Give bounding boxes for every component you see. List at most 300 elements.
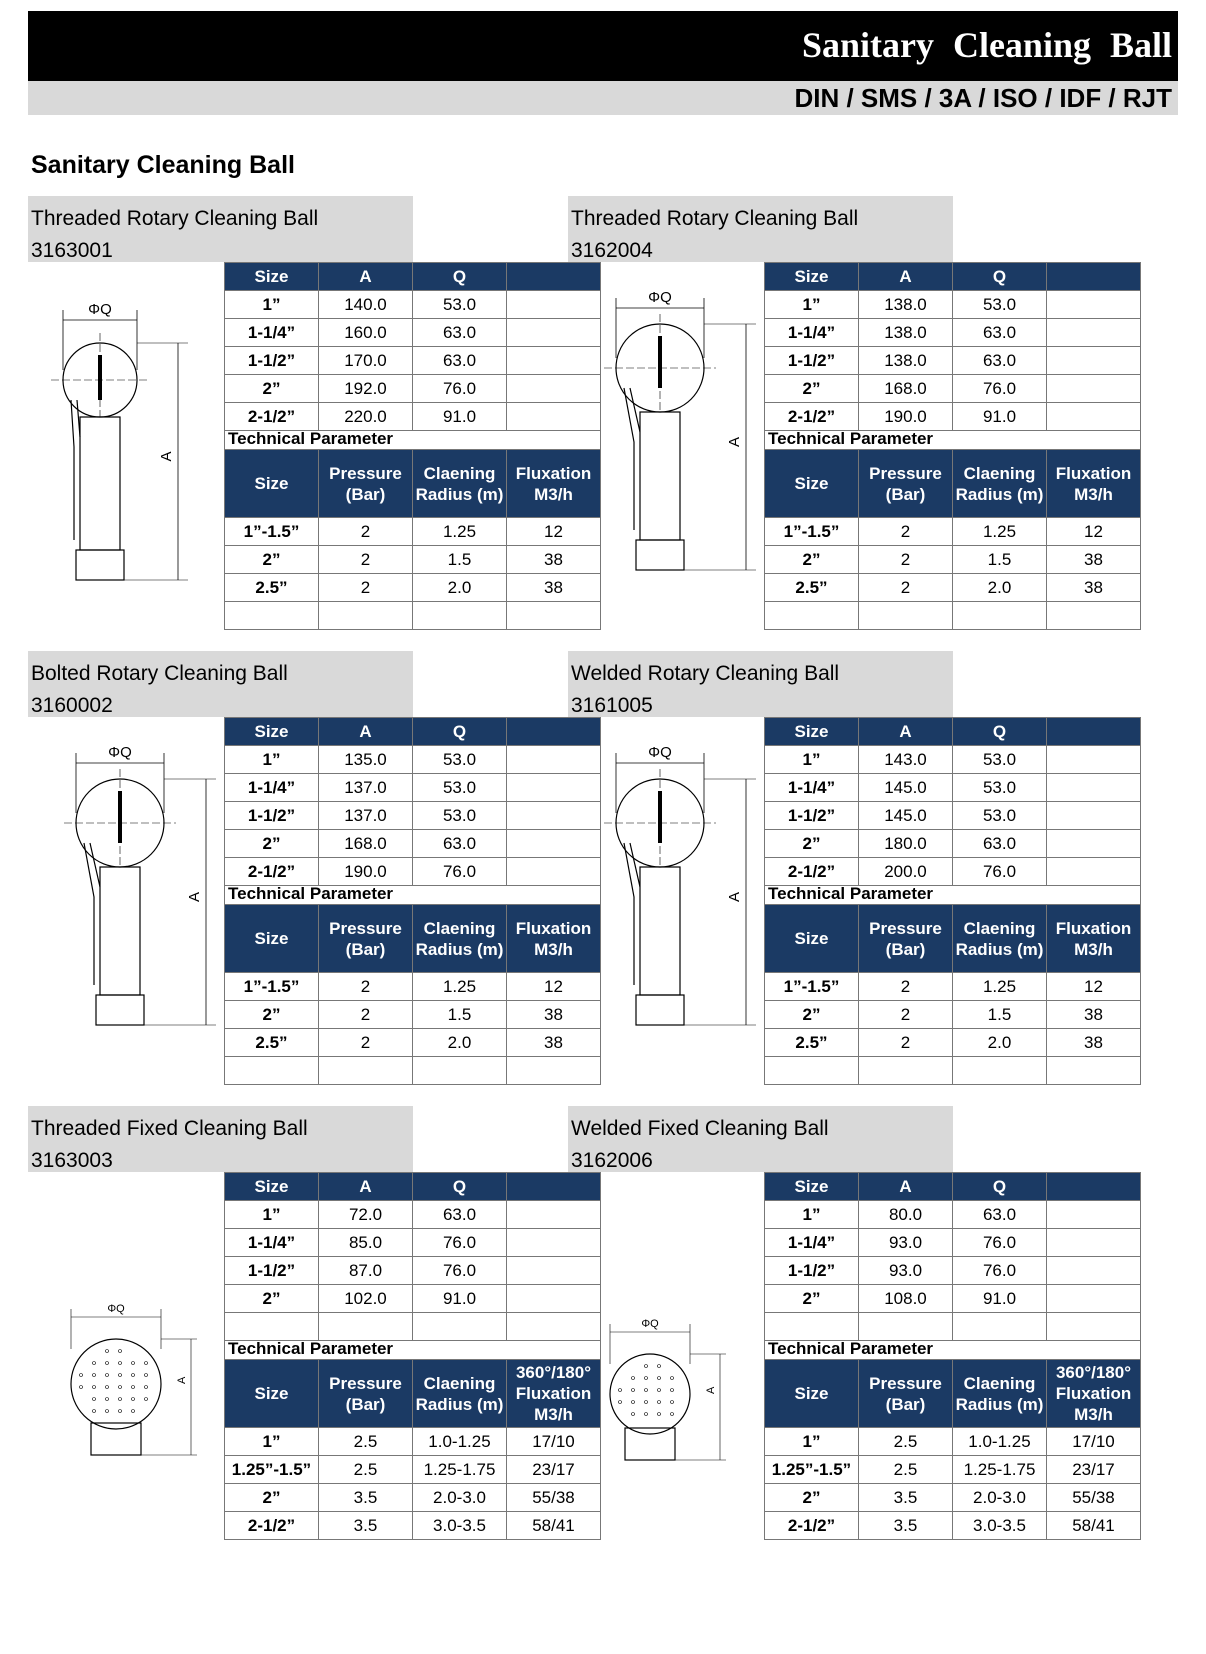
table-row (225, 1313, 601, 1341)
a-cell: 135.0 (319, 746, 413, 774)
q-cell: 53.0 (953, 774, 1047, 802)
fluxation-cell: 12 (507, 973, 601, 1001)
size-cell: 1-1/2” (225, 802, 319, 830)
product-figure (28, 1172, 224, 1551)
q-cell: 53.0 (953, 746, 1047, 774)
technical-parameter-label: Technical Parameter (224, 429, 601, 449)
pressure-cell: 2.5 (859, 1428, 953, 1456)
a-cell: 72.0 (319, 1201, 413, 1229)
fluxation-cell: 38 (1047, 546, 1141, 574)
size-cell: 2” (225, 546, 319, 574)
col-size: Size (225, 450, 319, 518)
col-radius: Claening Radius (m) (413, 450, 507, 518)
table-row (225, 602, 601, 630)
col-pressure: Pressure (Bar) (859, 905, 953, 973)
col-radius: Claening Radius (m) (953, 450, 1047, 518)
q-cell: 63.0 (413, 347, 507, 375)
col-size: Size (225, 1173, 319, 1201)
parameter-table (764, 449, 1141, 630)
q-cell: 91.0 (413, 403, 507, 431)
q-cell: 53.0 (413, 746, 507, 774)
product-name: Threaded Rotary Cleaning Ball (31, 207, 319, 230)
size-cell: 1”-1.5” (225, 973, 319, 1001)
radius-cell: 2.0 (953, 1029, 1047, 1057)
q-cell: 53.0 (413, 774, 507, 802)
a-cell: 143.0 (859, 746, 953, 774)
q-cell: 53.0 (953, 291, 1047, 319)
a-cell: 138.0 (859, 291, 953, 319)
table-row (225, 291, 601, 319)
dim-a-label: A (726, 891, 743, 902)
size-cell: 1” (765, 1428, 859, 1456)
q-cell: 76.0 (953, 858, 1047, 886)
q-cell: 63.0 (413, 319, 507, 347)
col-pressure: Pressure (Bar) (319, 450, 413, 518)
product-code: 3163003 (31, 1149, 113, 1172)
q-cell: 76.0 (953, 1229, 1047, 1257)
radius-cell: 3.0-3.5 (413, 1512, 507, 1540)
col-q: Q (413, 1173, 507, 1201)
technical-parameter-label: Technical Parameter (224, 884, 601, 904)
table-row (225, 1229, 601, 1257)
fluxation-cell: 58/41 (507, 1512, 601, 1540)
col-fluxation: Fluxation M3/h (1047, 905, 1141, 973)
size-cell: 2-1/2” (225, 858, 319, 886)
radius-cell: 1.0-1.25 (413, 1428, 507, 1456)
col-a: A (319, 263, 413, 291)
size-cell: 2” (225, 375, 319, 403)
radius-cell: 1.5 (953, 1001, 1047, 1029)
product-section (28, 1106, 604, 1551)
fluxation-cell: 12 (507, 518, 601, 546)
dimension-table (224, 717, 601, 886)
q-cell: 91.0 (953, 1285, 1047, 1313)
product-section (568, 1106, 1144, 1551)
product-name: Threaded Fixed Cleaning Ball (31, 1117, 308, 1140)
product-figure (568, 262, 764, 641)
dim-a-label: A (186, 891, 203, 902)
pressure-cell: 2.5 (319, 1428, 413, 1456)
radius-cell: 1.25 (413, 518, 507, 546)
q-cell: 63.0 (953, 830, 1047, 858)
size-cell: 1”-1.5” (225, 518, 319, 546)
col-q: Q (953, 263, 1047, 291)
product-name: Bolted Rotary Cleaning Ball (31, 662, 288, 685)
size-cell: 2” (765, 1285, 859, 1313)
table-row (765, 546, 1141, 574)
table-row (225, 319, 601, 347)
fluxation-cell: 38 (1047, 574, 1141, 602)
q-cell: 63.0 (953, 319, 1047, 347)
table-row (765, 1285, 1141, 1313)
page-title: Sanitary Cleaning Ball (31, 151, 295, 179)
product-name: Welded Rotary Cleaning Ball (571, 662, 840, 685)
radius-cell: 2.0 (413, 1029, 507, 1057)
product-drawing (28, 1172, 224, 1551)
col-size: Size (765, 1360, 859, 1428)
radius-cell: 1.5 (953, 546, 1047, 574)
size-cell: 2.5” (225, 1029, 319, 1057)
q-cell: 76.0 (413, 1257, 507, 1285)
size-cell: 1” (225, 1201, 319, 1229)
fluxation-cell: 38 (507, 1029, 601, 1057)
parameter-table (224, 1359, 601, 1540)
a-cell: 87.0 (319, 1257, 413, 1285)
table-row (765, 1229, 1141, 1257)
pressure-cell: 2 (319, 546, 413, 574)
product-drawing (568, 717, 764, 1096)
table-row (225, 1057, 601, 1085)
fluxation-cell: 55/38 (507, 1484, 601, 1512)
phi-q-label: ΦQ (88, 301, 112, 318)
size-cell: 1-1/4” (765, 319, 859, 347)
a-cell: 80.0 (859, 1201, 953, 1229)
a-cell: 170.0 (319, 347, 413, 375)
size-cell: 2” (765, 1001, 859, 1029)
table-row (765, 602, 1141, 630)
table-row (765, 518, 1141, 546)
col-radius: Claening Radius (m) (413, 1360, 507, 1428)
a-cell: 168.0 (319, 830, 413, 858)
table-row (225, 1512, 601, 1540)
table-row (765, 1201, 1141, 1229)
table-row (225, 347, 601, 375)
phi-q-label: ΦQ (641, 1318, 659, 1330)
size-cell: 2” (765, 830, 859, 858)
col-fluxation: 360°/180° Fluxation M3/h (1047, 1360, 1141, 1428)
dimension-table (224, 1172, 601, 1341)
q-cell: 63.0 (953, 347, 1047, 375)
size-cell: 2.5” (225, 574, 319, 602)
a-cell: 190.0 (859, 403, 953, 431)
size-cell: 1-1/4” (225, 1229, 319, 1257)
table-row (765, 574, 1141, 602)
table-row (765, 291, 1141, 319)
radius-cell: 2.0-3.0 (953, 1484, 1047, 1512)
col-radius: Claening Radius (m) (413, 905, 507, 973)
pressure-cell: 3.5 (859, 1512, 953, 1540)
pressure-cell: 2 (859, 518, 953, 546)
size-cell: 1” (765, 746, 859, 774)
technical-parameter-label: Technical Parameter (764, 429, 1141, 449)
q-cell: 76.0 (413, 1229, 507, 1257)
fluxation-cell: 38 (507, 546, 601, 574)
radius-cell: 1.25-1.75 (953, 1456, 1047, 1484)
col-size: Size (765, 450, 859, 518)
product-header (28, 651, 413, 717)
size-cell: 2” (765, 1484, 859, 1512)
table-row (225, 518, 601, 546)
size-cell: 1-1/4” (765, 774, 859, 802)
fluxation-cell: 23/17 (1047, 1456, 1141, 1484)
header-bar (28, 11, 1178, 81)
pressure-cell: 2 (319, 1029, 413, 1057)
product-drawing (568, 262, 764, 641)
table-row (765, 1313, 1141, 1341)
table-row (225, 1201, 601, 1229)
product-header (28, 1106, 413, 1172)
parameter-table (224, 449, 601, 630)
product-header (568, 196, 953, 262)
col-fluxation: Fluxation M3/h (1047, 450, 1141, 518)
table-row (225, 1001, 601, 1029)
phi-q-label: ΦQ (648, 289, 672, 306)
table-row (765, 1456, 1141, 1484)
table-row (765, 802, 1141, 830)
radius-cell: 2.0 (413, 574, 507, 602)
size-cell: 1.25”-1.5” (225, 1456, 319, 1484)
product-figure (568, 1172, 764, 1551)
product-name: Threaded Rotary Cleaning Ball (571, 207, 859, 230)
q-cell: 63.0 (413, 830, 507, 858)
pressure-cell: 2 (859, 546, 953, 574)
product-code: 3161005 (571, 694, 653, 717)
table-row (225, 774, 601, 802)
table-row (765, 403, 1141, 431)
fluxation-cell: 38 (1047, 1029, 1141, 1057)
a-cell: 102.0 (319, 1285, 413, 1313)
dimension-table (224, 262, 601, 431)
pressure-cell: 2.5 (859, 1456, 953, 1484)
fluxation-cell: 17/10 (1047, 1428, 1141, 1456)
size-cell: 2.5” (765, 574, 859, 602)
a-cell: 138.0 (859, 347, 953, 375)
fluxation-cell: 55/38 (1047, 1484, 1141, 1512)
size-cell: 1-1/2” (765, 347, 859, 375)
dimension-table (764, 262, 1141, 431)
table-row (225, 830, 601, 858)
size-cell: 1” (765, 1201, 859, 1229)
col-size: Size (225, 1360, 319, 1428)
size-cell: 2.5” (765, 1029, 859, 1057)
radius-cell: 1.5 (413, 1001, 507, 1029)
table-row (225, 1285, 601, 1313)
col-fluxation: Fluxation M3/h (507, 450, 601, 518)
dimension-table (764, 717, 1141, 886)
col-q: Q (413, 263, 507, 291)
col-size: Size (765, 1173, 859, 1201)
a-cell: 200.0 (859, 858, 953, 886)
pressure-cell: 2 (319, 973, 413, 1001)
fluxation-cell: 38 (1047, 1001, 1141, 1029)
table-row (765, 830, 1141, 858)
size-cell: 2” (225, 830, 319, 858)
pressure-cell: 2 (859, 973, 953, 1001)
table-row (765, 375, 1141, 403)
a-cell: 137.0 (319, 774, 413, 802)
dim-a-label: A (176, 1376, 188, 1384)
table-row (225, 1428, 601, 1456)
table-row (225, 1484, 601, 1512)
product-code: 3160002 (31, 694, 113, 717)
fluxation-cell: 12 (1047, 518, 1141, 546)
product-figure (28, 262, 224, 641)
fluxation-cell: 12 (1047, 973, 1141, 1001)
size-cell: 1-1/2” (765, 1257, 859, 1285)
col-a: A (319, 718, 413, 746)
col-radius: Claening Radius (m) (953, 905, 1047, 973)
product-code: 3162004 (571, 239, 653, 262)
col-q: Q (413, 718, 507, 746)
dimension-table (764, 1172, 1141, 1341)
table-row (225, 546, 601, 574)
table-row (765, 1512, 1141, 1540)
parameter-table (764, 1359, 1141, 1540)
table-row (765, 973, 1141, 1001)
q-cell: 76.0 (413, 858, 507, 886)
size-cell: 2” (765, 546, 859, 574)
q-cell: 63.0 (953, 1201, 1047, 1229)
table-row (225, 1456, 601, 1484)
q-cell: 91.0 (413, 1285, 507, 1313)
radius-cell: 2.0 (953, 574, 1047, 602)
table-row (225, 858, 601, 886)
radius-cell: 2.0-3.0 (413, 1484, 507, 1512)
col-pressure: Pressure (Bar) (859, 450, 953, 518)
product-name: Welded Fixed Cleaning Ball (571, 1117, 829, 1140)
col-q: Q (953, 718, 1047, 746)
size-cell: 1”-1.5” (765, 973, 859, 1001)
pressure-cell: 2 (859, 1001, 953, 1029)
size-cell: 1-1/2” (225, 347, 319, 375)
q-cell: 53.0 (413, 802, 507, 830)
col-size: Size (225, 263, 319, 291)
pressure-cell: 3.5 (319, 1512, 413, 1540)
a-cell: 137.0 (319, 802, 413, 830)
dim-a-label: A (726, 436, 743, 447)
table-row (765, 858, 1141, 886)
product-header (568, 1106, 953, 1172)
pressure-cell: 3.5 (859, 1484, 953, 1512)
standards-bar (28, 81, 1178, 115)
size-cell: 1” (225, 1428, 319, 1456)
table-row (225, 1029, 601, 1057)
phi-q-label: ΦQ (107, 1303, 125, 1315)
radius-cell: 1.5 (413, 546, 507, 574)
product-figure (28, 717, 224, 1096)
phi-q-label: ΦQ (108, 744, 132, 761)
size-cell: 1-1/4” (225, 774, 319, 802)
q-cell: 76.0 (953, 375, 1047, 403)
radius-cell: 1.25 (953, 973, 1047, 1001)
fluxation-cell: 58/41 (1047, 1512, 1141, 1540)
table-row (765, 347, 1141, 375)
radius-cell: 1.0-1.25 (953, 1428, 1047, 1456)
parameter-table (764, 904, 1141, 1085)
q-cell (953, 1313, 1047, 1341)
product-section (568, 651, 1144, 1096)
dim-a-label: A (705, 1386, 717, 1394)
phi-q-label: ΦQ (648, 744, 672, 761)
a-cell: 85.0 (319, 1229, 413, 1257)
parameter-table (224, 904, 601, 1085)
a-cell: 220.0 (319, 403, 413, 431)
size-cell: 2” (225, 1484, 319, 1512)
q-cell: 63.0 (413, 1201, 507, 1229)
size-cell: 2” (765, 375, 859, 403)
col-q: Q (953, 1173, 1047, 1201)
fluxation-cell: 17/10 (507, 1428, 601, 1456)
header-title: Sanitary Cleaning Ball (801, 25, 1172, 65)
table-row (225, 403, 601, 431)
col-a: A (319, 1173, 413, 1201)
technical-parameter-label: Technical Parameter (224, 1339, 601, 1359)
col-size: Size (225, 718, 319, 746)
a-cell: 108.0 (859, 1285, 953, 1313)
col-a: A (859, 1173, 953, 1201)
col-size: Size (765, 718, 859, 746)
fluxation-cell: 38 (507, 574, 601, 602)
a-cell (319, 1313, 413, 1341)
q-cell: 76.0 (953, 1257, 1047, 1285)
product-drawing (28, 717, 224, 1096)
a-cell: 140.0 (319, 291, 413, 319)
col-pressure: Pressure (Bar) (319, 905, 413, 973)
size-cell: 2” (225, 1001, 319, 1029)
col-radius: Claening Radius (m) (953, 1360, 1047, 1428)
col-a: A (859, 718, 953, 746)
technical-parameter-label: Technical Parameter (764, 884, 1141, 904)
product-code: 3163001 (31, 239, 113, 262)
a-cell: 160.0 (319, 319, 413, 347)
col-fluxation: 360°/180° Fluxation M3/h (507, 1360, 601, 1428)
pressure-cell: 3.5 (319, 1484, 413, 1512)
a-cell: 180.0 (859, 830, 953, 858)
size-cell: 2” (225, 1285, 319, 1313)
table-row (225, 1257, 601, 1285)
table-row (225, 973, 601, 1001)
radius-cell: 1.25 (413, 973, 507, 1001)
product-figure (568, 717, 764, 1096)
table-row (765, 746, 1141, 774)
size-cell: 1”-1.5” (765, 518, 859, 546)
product-section (568, 196, 1144, 641)
product-code: 3162006 (571, 1149, 653, 1172)
table-row (765, 1257, 1141, 1285)
technical-parameter-label: Technical Parameter (764, 1339, 1141, 1359)
radius-cell: 1.25-1.75 (413, 1456, 507, 1484)
col-fluxation: Fluxation M3/h (507, 905, 601, 973)
size-cell: 1” (225, 291, 319, 319)
a-cell: 145.0 (859, 774, 953, 802)
size-cell: 1-1/2” (225, 1257, 319, 1285)
size-cell: 2-1/2” (225, 1512, 319, 1540)
radius-cell: 1.25 (953, 518, 1047, 546)
col-size: Size (225, 905, 319, 973)
size-cell: 2-1/2” (765, 1512, 859, 1540)
size-cell (225, 1313, 319, 1341)
table-row (765, 1484, 1141, 1512)
pressure-cell: 2 (859, 574, 953, 602)
size-cell: 1” (765, 291, 859, 319)
table-row (765, 319, 1141, 347)
radius-cell: 3.0-3.5 (953, 1512, 1047, 1540)
fluxation-cell: 38 (507, 1001, 601, 1029)
pressure-cell: 2 (319, 518, 413, 546)
size-cell: 1-1/4” (225, 319, 319, 347)
size-cell: 2-1/2” (225, 403, 319, 431)
size-cell: 2-1/2” (765, 858, 859, 886)
dim-a-label: A (158, 451, 175, 462)
q-cell: 53.0 (953, 802, 1047, 830)
product-header (568, 651, 953, 717)
size-cell: 1-1/4” (765, 1229, 859, 1257)
a-cell: 192.0 (319, 375, 413, 403)
size-cell: 1-1/2” (765, 802, 859, 830)
a-cell: 93.0 (859, 1229, 953, 1257)
pressure-cell: 2 (859, 1029, 953, 1057)
col-pressure: Pressure (Bar) (319, 1360, 413, 1428)
